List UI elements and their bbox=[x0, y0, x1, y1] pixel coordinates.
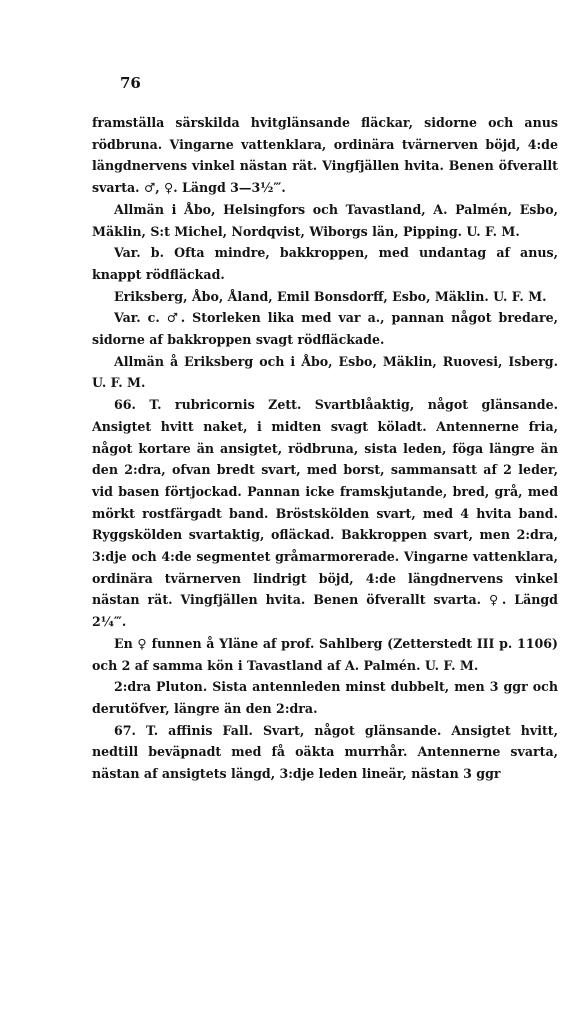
species-entry-67: 67. T. affinis Fall. Svart, något glänsande. Ansigtet hvitt, nedtill beväpnadt med få oäkta murrhår. Antennerne svarta, nästan af ansigtets längd, 3:dje leden lineär, nästan 3 ggr bbox=[92, 722, 558, 782]
body-text bbox=[92, 112, 558, 785]
paragraph: Var. c. ♂. Storleken lika med var a., pannan något bredare, sidorne af bakkroppen svagt rödfläckade. bbox=[92, 310, 558, 348]
paragraph: Var. b. Ofta mindre, bakkroppen, med undantag af anus, knappt rödfläckad. bbox=[92, 245, 558, 282]
paragraph: Allmän i Åbo, Helsingfors och Tavastland, A. Palmén, Esbo, Mäklin, S:t Michel, Nordqvist, Wiborgs län, Pipping. U. F. M. bbox=[92, 201, 558, 239]
section-heading: 2:dra Pluton. Sista antennleden minst dubbelt, men 3 ggr och derutöfver, längre än den 2:dra. bbox=[92, 679, 558, 716]
paragraph: Eriksberg, Åbo, Åland, Emil Bonsdorff, Esbo, Mäklin. U. F. M. bbox=[114, 288, 547, 304]
page-number: 76 bbox=[120, 74, 141, 92]
paragraph: Allmän å Eriksberg och i Åbo, Esbo, Mäklin, Ruovesi, Isberg. U. F. M. bbox=[92, 353, 558, 391]
paragraph: En ♀ funnen å Yläne af prof. Sahlberg (Zetterstedt III p. 1106) och 2 af samma kön i Tavastland af A. Palmén. U. F. M. bbox=[92, 635, 558, 673]
paragraph: framställa särskilda hvitglänsande fläckar, sidorne och anus rödbruna. Vingarne vattenklara, ordinära tvärnerven böjd, 4:de längdnervens vinkel nästan rät. Vingfjällen hvita. Benen öfverallt svarta. ♂, ♀. Längd 3—3½‴. bbox=[92, 115, 558, 196]
species-entry-66: 66. T. rubricornis Zett. Svartblåaktig, något glänsande. Ansigtet hvitt naket, i midten svagt köladt. Antennerne fria, något kortare än ansigtet, rödbruna, sista leden, föga längre än den 2:dra, ofvan bredt svart, med borst, sammansatt af 2 leder, vid basen förtjockad. Pannan icke framskjutande, bred, grå, med mörkt rostfärgadt band. Bröstskölden svart, med 4 hvita band. Ryggskölden svartaktig, ofläckad. Bakkroppen svart, men 2:dra, 3:dje och 4:de segmentet gråmarmorerade. Vingarne vattenklara, ordinära tvärnerven lindrigt böjd, 4:de längdnervens vinkel nästan rät. Vingfjällen hvita. Benen öfverallt svarta. ♀. Längd 2¼‴. bbox=[92, 397, 558, 630]
